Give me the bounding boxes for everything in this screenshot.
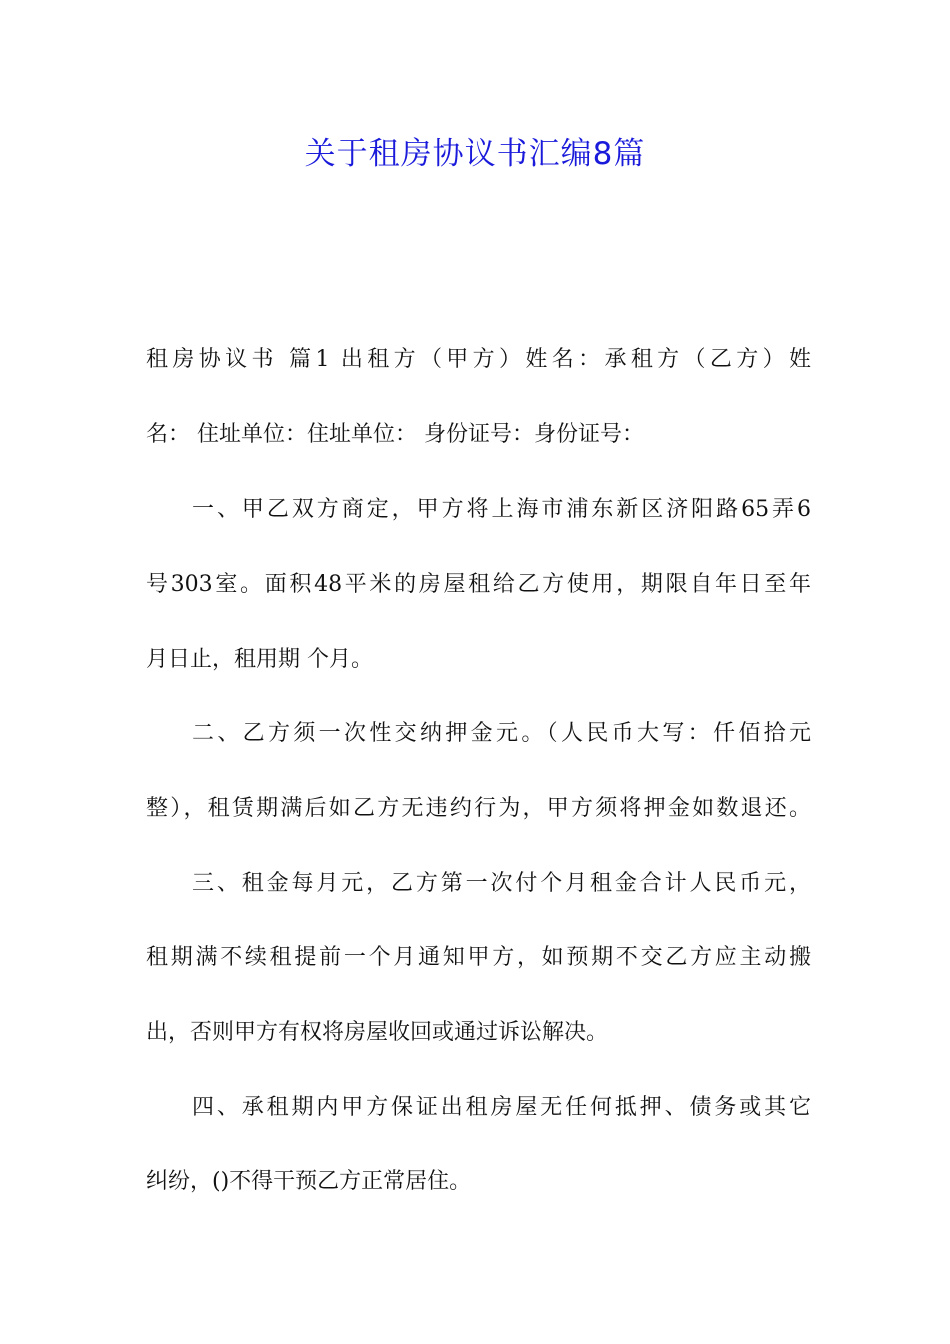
clause-1-line-3: 月日止，租用期 个月。 — [146, 647, 373, 672]
body-line-1: 租房协议书 篇1 出租方（甲方）姓名：承租方（乙方）姓 — [146, 347, 811, 372]
body-line-2: 名： 住址单位：住址单位： 身份证号：身份证号： — [146, 422, 644, 447]
clause-3-line-1: 三、租金每月元，乙方第一次付个月租金合计人民币元， — [192, 871, 811, 896]
clause-2-line-2: 整），租赁期满后如乙方无违约行为，甲方须将押金如数退还。 — [146, 796, 811, 821]
document-title: 关于租房协议书汇编8篇 — [304, 136, 646, 172]
clause-3-line-3: 出，否则甲方有权将房屋收回或通过诉讼解决。 — [146, 1020, 609, 1045]
clause-4-line-2: 纠纷，()不得干预乙方正常居住。 — [146, 1169, 472, 1194]
clause-1-line-2: 号303室。面积48平米的房屋租给乙方使用，期限自年日至年 — [146, 572, 811, 597]
clause-3-line-2: 租期满不续租提前一个月通知甲方，如预期不交乙方应主动搬 — [146, 945, 811, 970]
clause-1-line-1: 一、甲乙双方商定，甲方将上海市浦东新区济阳路65弄6 — [192, 497, 811, 522]
clause-4-line-1: 四、承租期内甲方保证出租房屋无任何抵押、债务或其它 — [192, 1095, 811, 1120]
clause-2-line-1: 二、乙方须一次性交纳押金元。（人民币大写：仟佰拾元 — [192, 721, 811, 746]
